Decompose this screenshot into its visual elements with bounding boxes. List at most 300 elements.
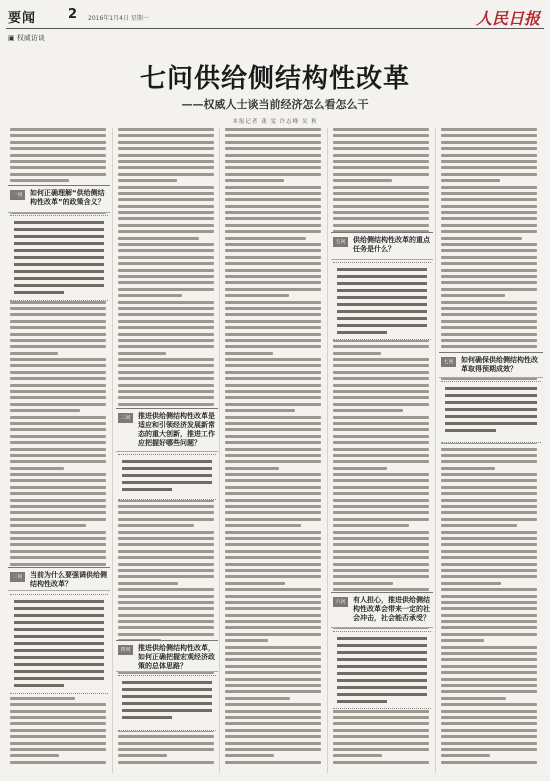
text-line: [225, 467, 279, 470]
article-column-5: [441, 128, 537, 773]
question-label: 六问: [333, 597, 348, 607]
text-line: [10, 550, 106, 553]
text-line: [441, 569, 537, 572]
text-line: [225, 563, 321, 566]
text-line: [225, 607, 321, 610]
quote-line: [122, 688, 212, 691]
column-tag-label: 权威访谈: [16, 34, 45, 42]
text-line: [10, 729, 106, 732]
quote-line: [337, 693, 427, 696]
text-line: [333, 409, 403, 412]
text-line: [225, 543, 321, 546]
text-line: [225, 684, 321, 687]
quote-line: [14, 228, 104, 231]
text-line: [441, 211, 537, 214]
text-line: [441, 467, 495, 470]
text-line: [118, 141, 214, 144]
text-line: [10, 492, 106, 495]
text-line: [225, 192, 321, 195]
quote-line: [14, 256, 104, 259]
text-line: [118, 614, 214, 617]
text-line: [441, 595, 537, 598]
text-line: [10, 537, 106, 540]
text-line: [10, 742, 106, 745]
text-line: [333, 345, 429, 348]
text-line: [10, 563, 106, 566]
quote-line: [445, 401, 537, 404]
text-line: [333, 352, 381, 355]
text-line: [10, 160, 106, 163]
quote-line: [337, 658, 427, 661]
text-line: [441, 166, 537, 169]
quote-line: [337, 679, 427, 682]
text-line: [441, 230, 537, 233]
text-line: [441, 658, 537, 661]
text-line: [225, 281, 321, 284]
text-line: [441, 511, 537, 514]
text-line: [225, 294, 289, 297]
quote-line: [445, 394, 537, 397]
text-line: [10, 722, 106, 725]
text-line: [441, 722, 537, 725]
text-line: [333, 588, 429, 591]
text-line: [441, 141, 537, 144]
text-line: [118, 505, 214, 508]
pull-quote-2: [10, 594, 108, 694]
quote-line: [14, 684, 64, 687]
text-line: [333, 486, 429, 489]
text-line: [118, 205, 214, 208]
text-line: [10, 697, 75, 700]
question-text: 有人担心，推进供给侧结构性改革会带来一定的社会冲击，社会能否承受？: [353, 596, 430, 622]
text-line: [10, 416, 106, 419]
text-line: [333, 428, 429, 431]
quote-line: [14, 663, 104, 666]
text-line: [10, 166, 106, 169]
text-line: [118, 275, 214, 278]
text-line: [10, 313, 106, 316]
text-line: [225, 141, 321, 144]
text-line: [441, 320, 537, 323]
text-line: [118, 269, 214, 272]
text-line: [441, 486, 537, 489]
text-line: [225, 390, 321, 393]
text-line: [225, 243, 321, 246]
text-line: [225, 710, 321, 713]
text-line: [118, 333, 214, 336]
text-line: [225, 575, 321, 578]
text-line: [441, 614, 537, 617]
text-line: [225, 345, 321, 348]
text-line: [225, 697, 290, 700]
text-line: [118, 390, 214, 393]
text-line: [118, 518, 214, 521]
text-line: [333, 460, 429, 463]
quote-line: [337, 282, 427, 285]
text-line: [225, 217, 321, 220]
text-line: [225, 499, 321, 502]
text-line: [225, 601, 321, 604]
text-line: [225, 665, 321, 668]
question-text: 如何正确理解“供给侧结构性改革”的政策含义？: [30, 189, 105, 206]
text-line: [118, 582, 178, 585]
text-line: [225, 588, 321, 591]
text-line: [225, 320, 321, 323]
text-line: [441, 262, 537, 265]
column-divider: [219, 128, 220, 773]
text-line: [225, 531, 321, 534]
text-line: [225, 492, 321, 495]
text-line: [333, 192, 429, 195]
quote-line: [337, 310, 427, 313]
text-line: [225, 275, 321, 278]
text-line: [225, 652, 321, 655]
quote-line: [122, 488, 172, 491]
text-line: [10, 409, 80, 412]
text-line: [225, 748, 321, 751]
text-line: [118, 754, 167, 757]
text-line: [333, 403, 429, 406]
text-line: [441, 173, 537, 176]
text-line: [333, 479, 429, 482]
quote-line: [337, 296, 427, 299]
text-line: [118, 531, 214, 534]
quote-line: [14, 600, 104, 603]
text-line: [225, 403, 321, 406]
text-line: [118, 345, 214, 348]
text-line: [441, 575, 537, 578]
text-line: [333, 716, 429, 719]
text-line: [118, 294, 182, 297]
text-line: [225, 364, 321, 367]
text-line: [441, 531, 537, 534]
text-line: [441, 556, 537, 559]
pull-quote-1: [10, 215, 108, 301]
quote-line: [337, 331, 387, 334]
text-line: [333, 147, 429, 150]
text-line: [225, 134, 321, 137]
text-line: [225, 416, 321, 419]
text-line: [333, 384, 429, 387]
text-line: [441, 761, 537, 764]
text-line: [118, 320, 214, 323]
quote-line: [445, 387, 537, 390]
section-name: 要闻: [8, 11, 37, 26]
text-line: [10, 390, 106, 393]
quote-line: [337, 637, 427, 640]
text-line: [441, 550, 537, 553]
question-text: 如何确保供给侧结构性改革取得预期成效？: [461, 356, 538, 373]
text-line: [118, 524, 194, 527]
text-line: [441, 205, 537, 208]
text-line: [225, 524, 301, 527]
text-line: [10, 396, 106, 399]
text-line: [441, 154, 537, 157]
masthead-logo: 人民日报: [475, 9, 540, 28]
text-line: [225, 582, 285, 585]
text-line: [333, 543, 429, 546]
text-line: [333, 722, 429, 725]
text-line: [225, 326, 321, 329]
text-line: [118, 761, 214, 764]
text-line: [225, 166, 321, 169]
text-line: [441, 620, 537, 623]
text-line: [118, 186, 214, 189]
text-line: [333, 735, 429, 738]
text-line: [225, 154, 321, 157]
text-line: [333, 224, 429, 227]
text-line: [441, 275, 537, 278]
text-line: [333, 416, 429, 419]
text-line: [441, 179, 500, 182]
text-line: [225, 626, 321, 629]
text-line: [10, 345, 106, 348]
text-line: [118, 384, 214, 387]
text-line: [10, 173, 106, 176]
text-line: [441, 646, 537, 649]
text-line: [225, 460, 321, 463]
text-line: [118, 166, 214, 169]
text-line: [225, 377, 321, 380]
text-line: [225, 179, 284, 182]
text-line: [118, 288, 214, 291]
text-line: [333, 511, 429, 514]
text-line: [441, 479, 537, 482]
question-text: 推进供给侧结构性改革是适应和引领经济发展新常态的重大创新，推进工作应把握好哪些问题？: [138, 412, 215, 447]
question-label: 一问: [10, 190, 25, 200]
text-line: [441, 626, 537, 629]
quote-line: [14, 277, 104, 280]
text-line: [10, 179, 69, 182]
quote-line: [14, 270, 104, 273]
text-line: [225, 147, 321, 150]
text-line: [441, 607, 537, 610]
quote-line: [337, 644, 427, 647]
text-line: [333, 211, 429, 214]
text-line: [118, 556, 214, 559]
text-line: [441, 333, 537, 336]
text-line: [441, 639, 484, 642]
text-line: [118, 281, 214, 284]
text-line: [333, 422, 429, 425]
text-line: [10, 364, 106, 367]
text-line: [225, 358, 321, 361]
text-line: [225, 639, 268, 642]
text-line: [333, 729, 429, 732]
text-line: [441, 710, 537, 713]
text-line: [225, 486, 321, 489]
text-line: [10, 754, 59, 757]
text-line: [441, 147, 537, 150]
text-line: [118, 224, 214, 227]
quote-line: [14, 628, 104, 631]
text-line: [118, 550, 214, 553]
text-line: [225, 646, 321, 649]
quote-line: [445, 408, 537, 411]
text-line: [225, 288, 321, 291]
text-line: [333, 179, 392, 182]
quote-line: [14, 263, 104, 266]
text-line: [118, 211, 214, 214]
text-line: [10, 518, 106, 521]
quote-line: [14, 291, 64, 294]
text-line: [118, 588, 214, 591]
quote-line: [445, 415, 537, 418]
text-line: [225, 479, 321, 482]
text-line: [10, 333, 106, 336]
text-line: [10, 735, 106, 738]
text-line: [118, 249, 214, 252]
text-line: [441, 192, 537, 195]
quote-line: [337, 700, 387, 703]
text-line: [225, 658, 321, 661]
text-line: [10, 134, 106, 137]
pull-quote-7: [441, 381, 541, 443]
quote-line: [14, 670, 104, 673]
quote-line: [337, 651, 427, 654]
text-line: [441, 601, 537, 604]
text-line: [118, 563, 214, 566]
text-line: [441, 754, 490, 757]
quote-line: [122, 709, 212, 712]
text-line: [10, 479, 106, 482]
text-line: [118, 198, 214, 201]
text-line: [118, 217, 214, 220]
text-line: [225, 428, 321, 431]
text-line: [225, 716, 321, 719]
text-line: [441, 237, 522, 240]
quote-line: [445, 422, 537, 425]
text-line: [225, 761, 321, 764]
text-line: [10, 422, 106, 425]
text-line: [225, 211, 321, 214]
text-line: [118, 537, 214, 540]
question-box-6: [331, 592, 433, 628]
question-box-1: [8, 185, 110, 213]
quote-line: [14, 656, 104, 659]
text-line: [441, 748, 537, 751]
text-line: [118, 154, 214, 157]
text-line: [225, 595, 321, 598]
quote-line: [14, 221, 104, 224]
column-divider: [327, 128, 328, 773]
text-line: [118, 371, 214, 374]
text-line: [333, 186, 429, 189]
text-line: [333, 217, 429, 220]
text-line: [441, 505, 537, 508]
text-line: [10, 761, 106, 764]
text-line: [118, 173, 214, 176]
quote-line: [337, 672, 427, 675]
text-line: [10, 441, 106, 444]
question-text: 推进供给侧结构性改革，如何正确把握宏观经济政策的总体思路？: [138, 644, 215, 670]
column-divider: [112, 128, 113, 773]
text-line: [441, 492, 537, 495]
text-line: [333, 761, 429, 764]
text-line: [333, 166, 429, 169]
text-line: [10, 454, 106, 457]
text-line: [441, 735, 537, 738]
text-line: [10, 531, 106, 534]
text-line: [118, 607, 214, 610]
text-line: [118, 575, 214, 578]
text-line: [10, 748, 106, 751]
text-line: [225, 205, 321, 208]
text-line: [10, 448, 106, 451]
text-line: [441, 326, 537, 329]
text-line: [441, 217, 537, 220]
question-box-7: [439, 352, 543, 378]
text-line: [225, 307, 321, 310]
text-line: [333, 537, 429, 540]
text-line: [333, 499, 429, 502]
text-line: [333, 556, 429, 559]
text-line: [225, 735, 321, 738]
issue-date: 2016年1月4日 星期一: [88, 15, 149, 22]
quote-line: [122, 467, 212, 470]
text-line: [118, 352, 166, 355]
text-line: [333, 390, 429, 393]
text-line: [441, 633, 537, 636]
text-line: [441, 537, 537, 540]
text-line: [333, 492, 429, 495]
text-line: [333, 435, 429, 438]
text-line: [441, 134, 537, 137]
quote-line: [337, 275, 427, 278]
text-line: [118, 742, 214, 745]
question-label: 三问: [118, 413, 133, 423]
text-line: [118, 339, 214, 342]
quote-line: [122, 681, 212, 684]
text-line: [441, 454, 537, 457]
text-line: [118, 735, 214, 738]
text-line: [441, 543, 537, 546]
quote-line: [337, 686, 427, 689]
text-line: [10, 556, 106, 559]
text-line: [225, 230, 321, 233]
text-line: [333, 550, 429, 553]
text-line: [441, 243, 537, 246]
text-line: [225, 703, 321, 706]
text-line: [333, 377, 429, 380]
article-column-3: [225, 128, 321, 773]
text-line: [441, 460, 537, 463]
text-line: [441, 307, 537, 310]
text-line: [118, 134, 214, 137]
text-line: [333, 518, 429, 521]
question-label: 七问: [441, 357, 456, 367]
column-tag-icon: ▣: [8, 34, 15, 42]
question-label: 四问: [118, 645, 133, 655]
text-line: [441, 473, 537, 476]
text-line: [441, 448, 537, 451]
text-line: [225, 249, 321, 252]
text-line: [225, 262, 321, 265]
text-line: [225, 198, 321, 201]
text-line: [118, 620, 214, 623]
quote-line: [337, 324, 427, 327]
section-number: 2: [68, 7, 78, 22]
quote-line: [122, 702, 212, 705]
quote-line: [14, 635, 104, 638]
quote-line: [122, 695, 212, 698]
text-line: [333, 748, 429, 751]
text-line: [333, 710, 429, 713]
text-line: [333, 198, 429, 201]
text-line: [225, 256, 321, 259]
text-line: [333, 467, 387, 470]
quote-line: [122, 460, 212, 463]
